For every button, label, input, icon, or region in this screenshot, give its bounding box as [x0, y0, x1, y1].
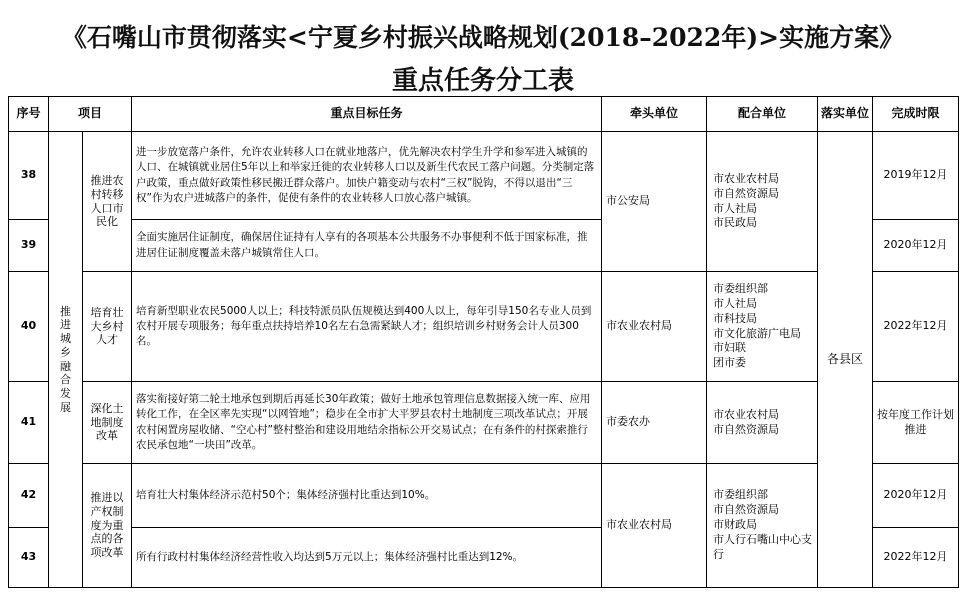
deadline-cell: 2020年12月	[873, 464, 959, 528]
header-cooperate: 配合单位	[707, 97, 818, 132]
category-cell: 推进城乡融合发展	[49, 132, 83, 588]
task-table	[8, 96, 959, 588]
cooperate-unit: 市自然资源局	[713, 422, 780, 436]
task-cell: 落实衔接好第二轮土地承包到期后再延长30年政策；做好土地承包管理信息数据接入统一库、应用转化工作，在全区率先实现“以网管地”；稳步在全市扩大平罗县农村土地制度三项改革试点；开展农村闲置房屋收储、“空心村”整村整治和建设用地结余指标公开交易试点；在有条件的村探索推行农民承包地“一块田”改革。	[132, 382, 602, 464]
cooperate-unit: 市自然资源局	[713, 503, 780, 517]
row-number: 40	[9, 272, 49, 382]
row-number: 41	[9, 382, 49, 464]
header-deadline: 完成时限	[873, 97, 959, 132]
deadline-cell: 按年度工作计划推进	[873, 382, 959, 464]
cooperate-unit: 市财政局	[713, 518, 758, 532]
cooperate-unit: 市妇联	[713, 341, 747, 355]
subproject-cell: 推进农村转移人口市民化	[83, 132, 132, 272]
cooperate-unit-cell	[707, 464, 818, 588]
task-cell: 培育新型职业农民5000人以上；科技特派员队伍规模达到400人以上，每年引导150名专业人员到农村开展专项服务；每年重点扶持培养10名左右急需紧缺人才；组织培训乡村财务会计人员300名。	[132, 272, 602, 382]
cooperate-unit-cell	[707, 132, 818, 272]
header-seq: 序号	[9, 97, 49, 132]
row-number: 43	[9, 528, 49, 588]
cooperate-unit-cell	[707, 272, 818, 382]
cooperate-unit: 市委组织部	[713, 281, 769, 295]
task-cell: 全面实施居住证制度，确保居住证持有人享有的各项基本公共服务不办事便利不低于国家标准，推进居住证制度覆盖未落户城镇常住人口。	[132, 220, 602, 272]
implement-unit-cell: 各县区	[818, 132, 873, 588]
cooperate-unit: 市文化旅游广电局	[713, 326, 802, 340]
cooperate-unit: 市委组织部	[713, 488, 769, 502]
subproject-cell: 深化土地制度改革	[83, 382, 132, 464]
table-row	[9, 132, 959, 220]
deadline-cell: 2022年12月	[873, 272, 959, 382]
cooperate-unit: 市人行石嘴山中心支行	[713, 532, 813, 561]
header-implement: 落实单位	[818, 97, 873, 132]
header-project: 项目	[49, 97, 132, 132]
subproject-cell: 培育壮大乡村人才	[83, 272, 132, 382]
table-header-row	[9, 97, 959, 132]
task-cell: 所有行政村村集体经济经营性收入均达到5万元以上；集体经济强村比重达到12%。	[132, 528, 602, 588]
cooperate-unit: 团市委	[713, 356, 747, 370]
cooperate-unit-cell	[707, 382, 818, 464]
document-title: 《石嘴山市贯彻落实<宁夏乡村振兴战略规划(2018–2022年)>实施方案》	[61, 23, 905, 52]
cooperate-unit: 市人社局	[713, 201, 758, 215]
lead-unit-cell: 市委农办	[602, 382, 707, 464]
subproject-cell: 推进以产权制度为重点的各项改革	[83, 464, 132, 588]
row-number: 39	[9, 220, 49, 272]
row-number: 42	[9, 464, 49, 528]
table-row	[9, 382, 959, 464]
cooperate-unit: 市科技局	[713, 311, 758, 325]
document-subtitle: 重点任务分工表	[391, 66, 574, 96]
deadline-cell: 2020年12月	[873, 220, 959, 272]
deadline-cell: 2019年12月	[873, 132, 959, 220]
header-lead: 牵头单位	[602, 97, 707, 132]
cooperate-unit: 市农业农村局	[713, 171, 780, 185]
cooperate-unit: 市民政局	[713, 216, 758, 230]
lead-unit-cell: 市农业农村局	[602, 464, 707, 588]
cooperate-unit: 市自然资源局	[713, 186, 780, 200]
row-number: 38	[9, 132, 49, 220]
task-cell: 培育壮大村集体经济示范村50个；集体经济强村比重达到10%。	[132, 464, 602, 528]
lead-unit-cell: 市公安局	[602, 132, 707, 272]
cooperate-unit: 市人社局	[713, 296, 758, 310]
task-cell: 进一步放宽落户条件，允许农业转移人口在就业地落户，优先解决农村学生升学和参军进入城镇的人口、在城镇就业居住5年以上和举家迁徙的农业转移人口以及新生代农民工落户问题。分类制定落户政策，重点做好政策性移民搬迁群众落户。加快户籍变动与农村“三权”脱钩，不得以退出“三权”作为农户进城落户的条件，促使有条件的农业转移人口放心落户城镇。	[132, 132, 602, 220]
header-target: 重点目标任务	[132, 97, 602, 132]
deadline-cell: 2022年12月	[873, 528, 959, 588]
lead-unit-cell: 市农业农村局	[602, 272, 707, 382]
cooperate-unit: 市农业农村局	[713, 407, 780, 421]
table-row	[9, 272, 959, 382]
table-row	[9, 464, 959, 528]
